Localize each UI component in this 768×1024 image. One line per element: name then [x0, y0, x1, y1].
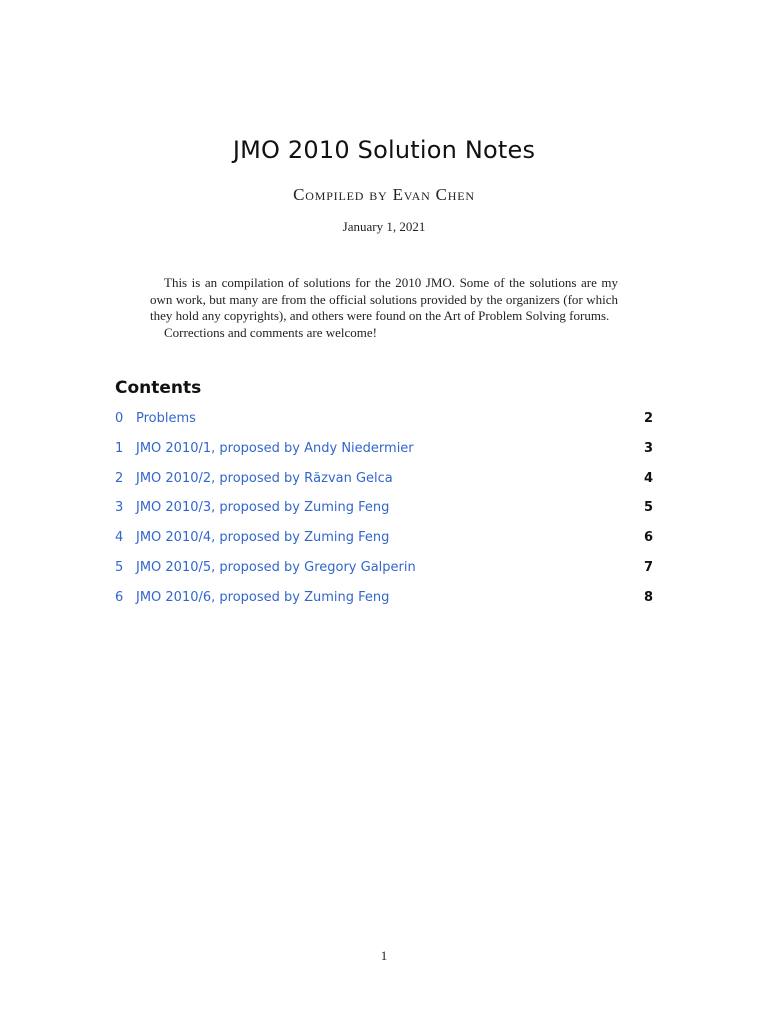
table-of-contents: [115, 411, 653, 620]
page-number: 1: [380, 948, 388, 963]
toc-entry-link[interactable]: JMO 2010/5, proposed by Gregory Galperin: [136, 559, 416, 575]
toc-entry-page[interactable]: 7: [643, 559, 653, 575]
toc-entry-problem-5[interactable]: [115, 560, 653, 590]
abstract-paragraph: Corrections and comments are welcome!: [164, 324, 377, 340]
document-author: Compiled by Evan Chen: [293, 185, 475, 204]
toc-entry-link[interactable]: JMO 2010/6, proposed by Zuming Feng: [136, 589, 390, 605]
toc-entry-number[interactable]: 1: [115, 440, 124, 456]
toc-entry-link[interactable]: JMO 2010/1, proposed by Andy Niedermier: [136, 440, 414, 456]
toc-entry-number[interactable]: 5: [115, 559, 124, 575]
abstract-paragraph: This is an compilation of solutions for the 2010 JMO. Some of the solutions are my own work, but many are from the official solutions provided by the organizers (for which they hold any copyrights), and others were found on the Art of Problem Solving forums.: [150, 275, 618, 323]
abstract: [150, 275, 618, 341]
toc-entry-page[interactable]: 4: [643, 470, 653, 486]
toc-entry-number[interactable]: 6: [115, 589, 124, 605]
toc-entry-number[interactable]: 4: [115, 530, 124, 546]
toc-entry-problem-4[interactable]: [115, 530, 653, 560]
toc-entry-problem-2[interactable]: [115, 471, 653, 501]
toc-entry-problem-1[interactable]: [115, 441, 653, 471]
document-title: JMO 2010 Solution Notes: [232, 136, 536, 164]
toc-entry-number[interactable]: 0: [115, 411, 124, 426]
toc-entry-number[interactable]: 2: [115, 470, 124, 486]
toc-entry-link[interactable]: JMO 2010/2, proposed by Răzvan Gelca: [136, 470, 393, 486]
document-date: January 1, 2021: [342, 219, 426, 234]
toc-entry-page[interactable]: 8: [643, 589, 653, 605]
toc-entry-page[interactable]: 2: [643, 411, 653, 426]
toc-entry-page[interactable]: 6: [643, 530, 653, 546]
toc-entry-number[interactable]: 3: [115, 500, 124, 516]
toc-entry-page[interactable]: 5: [643, 500, 653, 516]
contents-heading: Contents: [115, 378, 202, 398]
toc-entry-link[interactable]: Problems: [136, 411, 196, 426]
toc-entry-problems[interactable]: [115, 411, 653, 441]
toc-entry-page[interactable]: 3: [643, 440, 653, 456]
toc-entry-link[interactable]: JMO 2010/4, proposed by Zuming Feng: [136, 530, 390, 546]
toc-entry-problem-3[interactable]: [115, 500, 653, 530]
toc-entry-link[interactable]: JMO 2010/3, proposed by Zuming Feng: [136, 500, 390, 516]
toc-entry-problem-6[interactable]: [115, 590, 653, 620]
